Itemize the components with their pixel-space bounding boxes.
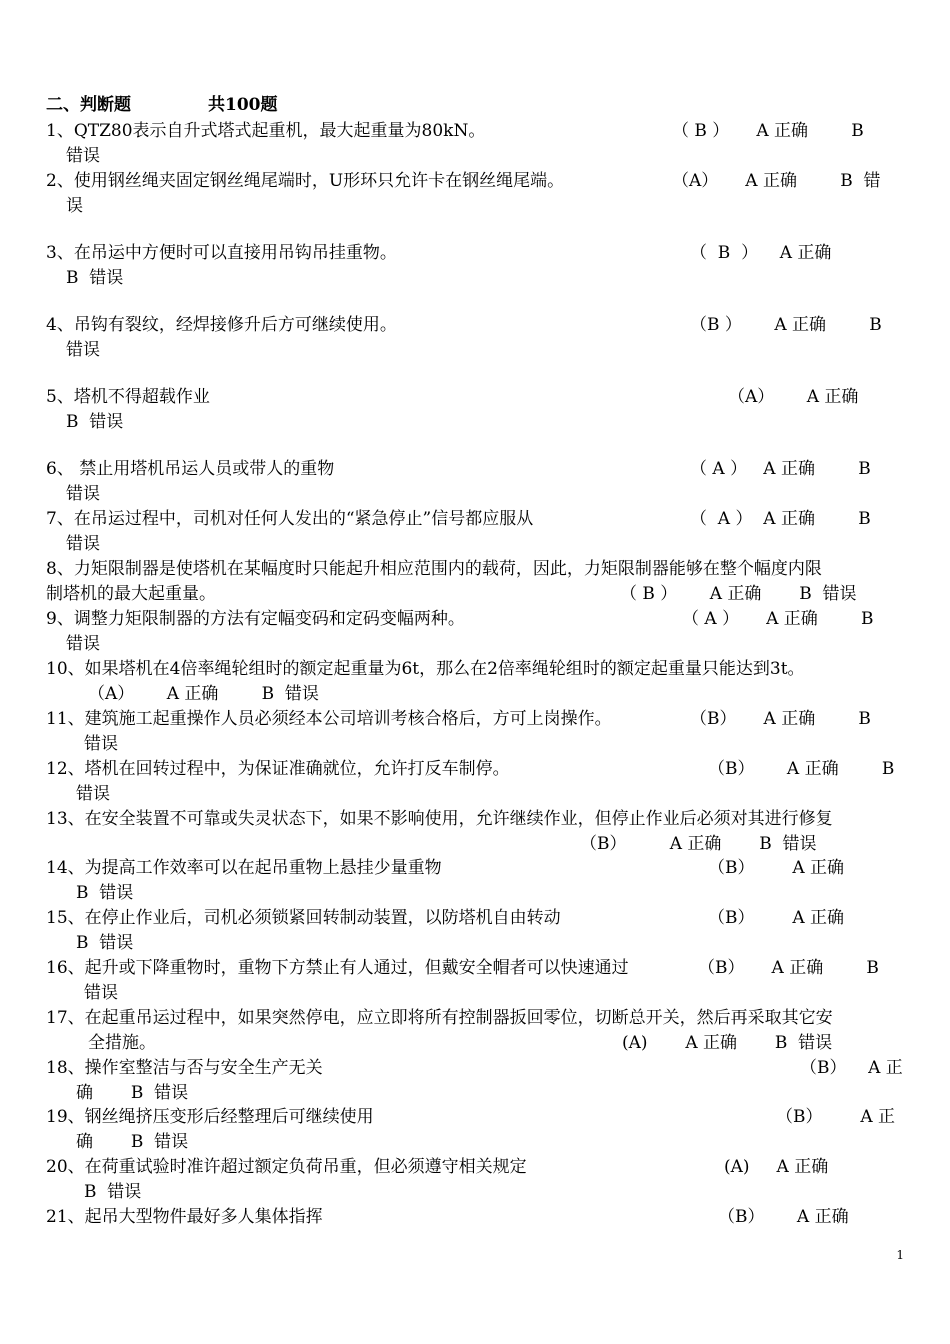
question-line: 10、如果塔机在4倍率绳轮组时的额定起重量为6t，那么在2倍率绳轮组时的额定起重量只能达到3t。 <box>46 659 805 679</box>
question-count: 共100题 <box>208 95 278 115</box>
question-line: 15、在停止作业后，司机必须锁紧回转制动装置，以防塔机自由转动 <box>46 908 561 928</box>
question-line: 7、在吊运过程中，司机对任何人发出的“紧急停止”信号都应服从 <box>46 509 534 529</box>
question-line-wrap: 错误 <box>66 146 100 166</box>
answer-options: （ B ） A 正确 B 错误 <box>620 584 857 604</box>
answer-options: （B） A 正确 <box>708 858 844 878</box>
question-line: 19、钢丝绳挤压变形后经整理后可继续使用 <box>46 1107 374 1127</box>
question-line-wrap: 错误 <box>66 484 100 504</box>
answer-options: （B） A 正确 B <box>690 709 871 729</box>
question-line: 20、在荷重试验时准许超过额定负荷吊重，但必须遵守相关规定 <box>46 1157 527 1177</box>
answer-options: (A) A 正确 <box>724 1157 829 1177</box>
question-line-wrap: 错误 <box>76 784 110 804</box>
answer-options: （ B ） A 正确 <box>690 243 832 263</box>
question-line: 9、调整力矩限制器的方法有定幅变码和定码变幅两种。 <box>46 609 465 629</box>
answer-options: （ A ） A 正确 B <box>682 609 874 629</box>
question-line: 5、塔机不得超载作业 <box>46 387 210 407</box>
answer-options: （A） A 正确 B 错 <box>672 171 881 191</box>
question-line-wrap: 错误 <box>84 734 118 754</box>
answer-options: （ A ） A 正确 B <box>690 509 871 529</box>
question-line: 1、QTZ80表示自升式塔式起重机，最大起重量为80kN。 <box>46 121 486 141</box>
question-line: 3、在吊运中方便时可以直接用吊钩吊挂重物。 <box>46 243 397 263</box>
question-line-wrap: 错误 <box>66 534 100 554</box>
question-line: 8、力矩限制器是使塔机在某幅度时只能起升相应范围内的载荷，因此，力矩限制器能够在整个幅度内限 <box>46 559 822 579</box>
section-title: 二、判断题 <box>46 95 131 115</box>
question-line-wrap: 确 B 错误 <box>76 1083 189 1103</box>
question-line-wrap: B 错误 <box>84 1182 142 1202</box>
answer-options: （B） A 正确 B <box>708 759 895 779</box>
answer-options: (A) A 正确 B 错误 <box>622 1033 833 1053</box>
question-line: 11、建筑施工起重操作人员必须经本公司培训考核合格后，方可上岗操作。 <box>46 709 612 729</box>
question-line-wrap: 错误 <box>66 340 100 360</box>
question-line-wrap: 确 B 错误 <box>76 1132 189 1152</box>
question-line-wrap: B 错误 <box>76 883 134 903</box>
question-line-wrap: 全措施。 <box>88 1033 156 1053</box>
question-line: 21、起吊大型物件最好多人集体指挥 <box>46 1207 323 1227</box>
question-line: 4、吊钩有裂纹，经焊接修升后方可继续使用。 <box>46 315 397 335</box>
question-line-wrap: B 错误 <box>76 933 134 953</box>
answer-options: （A） A 正确 B 错误 <box>88 684 319 704</box>
answer-options: （B） A 正确 B 错误 <box>580 834 817 854</box>
question-line: 16、起升或下降重物时，重物下方禁止有人通过，但戴安全帽者可以快速通过 <box>46 958 629 978</box>
question-line: 13、在安全装置不可靠或失灵状态下，如果不影响使用，允许继续作业，但停止作业后必须对其进行修复 <box>46 809 833 829</box>
answer-options: （A） A 正确 <box>728 387 859 407</box>
answer-options: （B） A 正确 <box>708 908 844 928</box>
question-line: 18、操作室整洁与否与安全生产无关 <box>46 1058 323 1078</box>
question-line-wrap: 错误 <box>66 634 100 654</box>
question-line: 6、 禁止用塔机吊运人员或带人的重物 <box>46 459 335 479</box>
answer-options: （ B ） A 正确 B <box>672 121 864 141</box>
page-number: 1 <box>896 1248 904 1262</box>
question-line: 14、为提高工作效率可以在起吊重物上悬挂少量重物 <box>46 858 442 878</box>
answer-options: （B） A 正 <box>776 1107 895 1127</box>
question-line-wrap: B 错误 <box>66 412 124 432</box>
question-line: 12、塔机在回转过程中，为保证准确就位，允许打反车制停。 <box>46 759 510 779</box>
question-line-wrap: 误 <box>66 196 83 216</box>
question-line-wrap: 制塔机的最大起重量。 <box>46 584 216 604</box>
question-line: 2、使用钢丝绳夹固定钢丝绳尾端时，U形环只允许卡在钢丝绳尾端。 <box>46 171 565 191</box>
question-line-wrap: 错误 <box>84 983 118 1003</box>
answer-options: （B） A 正确 B <box>698 958 879 978</box>
answer-options: （B） A 正 <box>800 1058 903 1078</box>
question-line-wrap: B 错误 <box>66 268 124 288</box>
answer-options: （ A ） A 正确 B <box>690 459 871 479</box>
answer-options: （B） A 正确 <box>718 1207 849 1227</box>
question-line: 17、在起重吊运过程中，如果突然停电，应立即将所有控制器扳回零位，切断总开关，然后再采取其它安 <box>46 1008 833 1028</box>
answer-options: （B ） A 正确 B <box>690 315 882 335</box>
